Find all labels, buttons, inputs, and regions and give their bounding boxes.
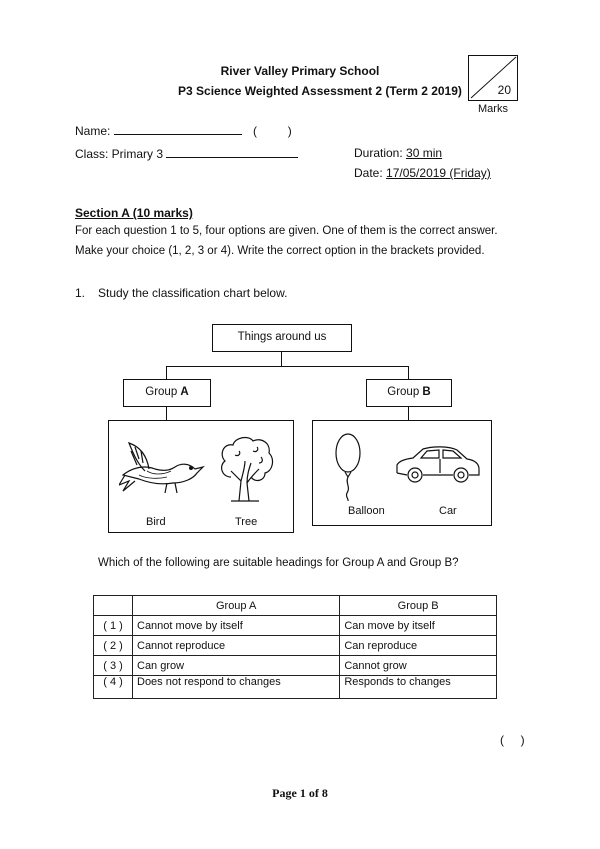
date-value: 17/05/2019 (Friday) xyxy=(386,166,491,180)
option-group-a: Can grow xyxy=(133,656,340,676)
table-row xyxy=(94,656,497,676)
class-label: Class: Primary 3 xyxy=(75,147,164,161)
chart-root-box xyxy=(212,324,352,352)
group-a-prefix: Group xyxy=(145,386,181,398)
option-group-a: Cannot move by itself xyxy=(133,616,340,636)
duration-label: Duration: xyxy=(354,146,403,160)
register-bracket-close: ) xyxy=(287,124,292,138)
table-header-blank xyxy=(94,596,133,616)
option-number: ( 3 ) xyxy=(94,656,133,676)
option-group-b: Cannot grow xyxy=(340,656,497,676)
chart-connector xyxy=(408,366,409,379)
chart-connector xyxy=(408,406,409,420)
name-row xyxy=(75,123,292,138)
table-header-group-b: Group B xyxy=(340,596,497,616)
option-group-a: Cannot reproduce xyxy=(133,636,340,656)
tree-caption: Tree xyxy=(235,516,258,528)
chart-connector xyxy=(166,366,409,367)
chart-connector xyxy=(166,406,167,420)
group-b-panel xyxy=(312,420,492,526)
name-field[interactable] xyxy=(114,123,242,135)
car-image xyxy=(393,445,481,485)
balloon-image xyxy=(333,431,363,501)
option-group-b: Responds to changes xyxy=(340,676,497,699)
page-number: Page 1 of 8 xyxy=(272,786,328,800)
date-label: Date: xyxy=(354,166,383,180)
balloon-caption: Balloon xyxy=(348,505,385,517)
table-row xyxy=(94,676,497,699)
bird-caption: Bird xyxy=(146,516,166,528)
section-heading: Section A (10 marks) xyxy=(75,206,193,220)
duration-row xyxy=(354,146,442,160)
register-bracket-open: ( xyxy=(253,124,258,138)
option-number: ( 1 ) xyxy=(94,616,133,636)
question-number: 1. xyxy=(75,286,86,300)
question-prompt-text: Which of the following are suitable headings for Group A and Group B? xyxy=(98,557,459,569)
car-caption: Car xyxy=(439,505,457,517)
instruction-line-2: Make your choice (1, 2, 3 or 4). Write the correct option in the brackets provided. xyxy=(75,245,485,257)
group-a-letter: A xyxy=(180,386,189,398)
group-b-letter: B xyxy=(422,386,431,398)
chart-connector xyxy=(281,351,282,366)
marks-box xyxy=(468,55,518,101)
instruction-line-1: For each question 1 to 5, four options are given. One of them is the correct answer. xyxy=(75,225,498,237)
bird-image xyxy=(119,441,209,499)
option-group-b: Can reproduce xyxy=(340,636,497,656)
option-number: ( 2 ) xyxy=(94,636,133,656)
option-group-a: Does not respond to changes xyxy=(133,676,340,699)
duration-value: 30 min xyxy=(406,146,443,160)
option-number: ( 4 ) xyxy=(94,676,133,699)
options-table xyxy=(93,595,497,699)
tree-image xyxy=(217,435,275,503)
marks-total: 20 xyxy=(497,83,511,97)
table-header-row xyxy=(94,596,497,616)
chart-connector xyxy=(166,366,167,379)
school-name: River Valley Primary School xyxy=(220,64,380,78)
question-text: Study the classification chart below. xyxy=(98,286,288,300)
class-row xyxy=(75,146,298,161)
group-a-panel xyxy=(108,420,294,533)
table-row xyxy=(94,616,497,636)
answer-bracket[interactable]: ( ) xyxy=(500,733,525,747)
class-field[interactable] xyxy=(166,146,298,158)
table-row xyxy=(94,636,497,656)
group-b-prefix: Group xyxy=(387,386,423,398)
question-prompt xyxy=(98,557,459,569)
marks-label: Marks xyxy=(478,103,508,115)
name-label: Name: xyxy=(75,124,111,138)
table-header-group-a: Group A xyxy=(133,596,340,616)
assessment-title: P3 Science Weighted Assessment 2 (Term 2 2019) xyxy=(178,84,462,98)
date-row xyxy=(354,166,491,180)
group-b-box xyxy=(366,379,452,407)
group-a-box xyxy=(123,379,211,407)
option-group-b: Can move by itself xyxy=(340,616,497,636)
chart-root-label: Things around us xyxy=(237,331,327,343)
